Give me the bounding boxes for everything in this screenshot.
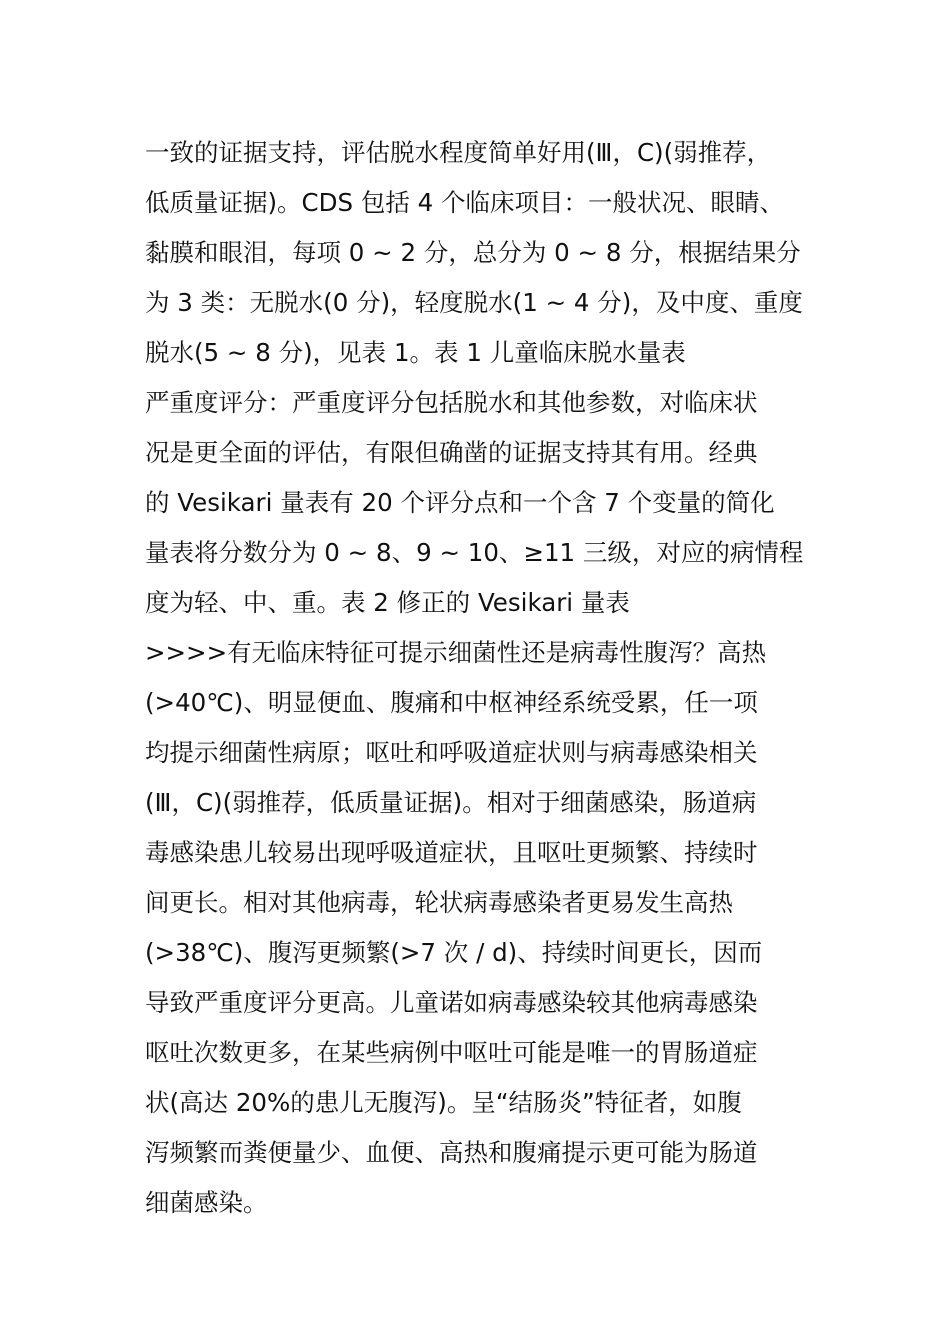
text-line: 呕吐次数更多，在某些病例中呕吐可能是唯一的胃肠道症 (145, 1038, 758, 1067)
text-line: 的 Vesikari 量表有 20 个评分点和一个含 7 个变量的简化 (145, 488, 775, 517)
text-line: 度为轻、中、重。表 2 修正的 Vesikari 量表 (145, 588, 630, 617)
text-line: (>38℃)、腹泻更频繁(>7 次 / d)、持续时间更长，因而 (145, 938, 763, 967)
body-text (145, 128, 825, 1228)
text-line: 泻频繁而粪便量少、血便、高热和腹痛提示更可能为肠道 (145, 1138, 758, 1167)
text-line: 状(高达 20%的患儿无腹泻)。呈“结肠炎”特征者，如腹 (145, 1088, 742, 1117)
text-line: 况是更全面的评估，有限但确凿的证据支持其有用。经典 (145, 438, 758, 467)
text-line: (>40℃)、明显便血、腹痛和中枢神经系统受累，任一项 (145, 688, 758, 717)
text-line: 量表将分数分为 0 ~ 8、9 ~ 10、≥11 三级，对应的病情程 (145, 538, 804, 567)
text-line: 低质量证据)。CDS 包括 4 个临床项目：一般状况、眼睛、 (145, 188, 785, 217)
text-line: 一致的证据支持，评估脱水程度简单好用(Ⅲ，C)(弱推荐， (145, 138, 772, 167)
text-line: 毒感染患儿较易出现呼吸道症状，且呕吐更频繁、持续时 (145, 838, 758, 867)
text-line: 为 3 类：无脱水(0 分)，轻度脱水(1 ~ 4 分)，及中度、重度 (145, 288, 803, 317)
text-line: 导致严重度评分更高。儿童诺如病毒感染较其他病毒感染 (145, 988, 758, 1017)
text-line: 脱水(5 ~ 8 分)，见表 1。表 1 儿童临床脱水量表 (145, 338, 686, 367)
text-line: 间更长。相对其他病毒，轮状病毒感染者更易发生高热 (145, 888, 733, 917)
text-line: 严重度评分：严重度评分包括脱水和其他参数，对临床状 (145, 388, 758, 417)
text-line: >>>>有无临床特征可提示细菌性还是病毒性腹泻？高热 (145, 638, 767, 667)
text-line: 均提示细菌性病原；呕吐和呼吸道症状则与病毒感染相关 (145, 738, 758, 767)
text-line: (Ⅲ，C)(弱推荐，低质量证据)。相对于细菌感染，肠道病 (145, 788, 757, 817)
text-line: 黏膜和眼泪，每项 0 ~ 2 分，总分为 0 ~ 8 分，根据结果分 (145, 238, 801, 267)
text-line: 细菌感染。 (145, 1188, 268, 1217)
